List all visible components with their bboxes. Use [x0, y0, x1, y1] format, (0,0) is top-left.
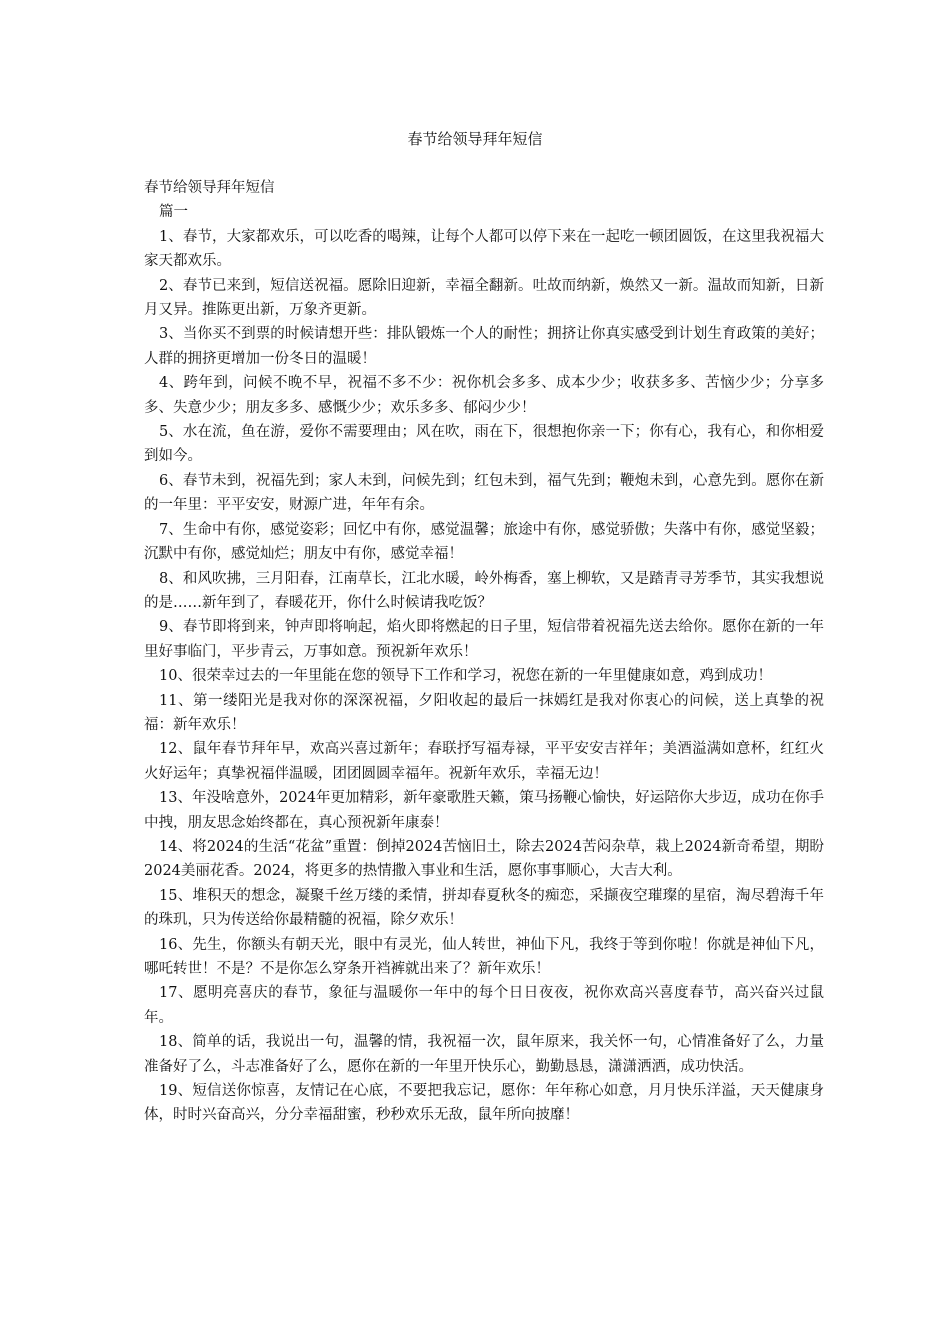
message-item-6: 6、春节未到，祝福先到；家人未到，问候先到；红包未到，福气先到；鞭炮未到，心意先到。愿你在新的一年里：平平安安，财源广进，年年有余。 — [144, 472, 824, 514]
message-item-12: 12、鼠年春节拜年早，欢高兴喜过新年；春联抒写福寿禄，平平安安吉祥年；美酒溢满如意杯，红红火火好运年；真挚祝福伴温暖，团团圆圆幸福年。祝新年欢乐，幸福无边！ — [144, 741, 824, 782]
message-item-4: 4、跨年到，问候不晚不早，祝福不多不少：祝你机会多多、成本少少；收获多多、苦恼少少；分享多多、失意少少；朋友多多、感慨少少；欢乐多多、郁闷少少！ — [144, 375, 824, 416]
message-item-10: 10、很荣幸过去的一年里能在您的领导下工作和学习，祝您在新的一年里健康如意，鸡到成功！ — [159, 668, 772, 685]
message-item-7: 7、生命中有你，感觉姿彩；回忆中有你，感觉温馨；旅途中有你，感觉骄傲；失落中有你，感觉坚毅；沉默中有你，感觉灿烂；朋友中有你，感觉幸福！ — [144, 521, 824, 563]
message-item-1: 1、春节，大家都欢乐，可以吃香的喝辣，让每个人都可以停下来在一起吃一顿团圆饭，在这里我祝福大家天都欢乐。 — [144, 228, 824, 270]
document-title: 春节给领导拜年短信 — [407, 130, 543, 148]
message-item-13: 13、年没啥意外，2024年更加精彩，新年豪歌胜天籁，策马扬鞭心愉快，好运陪你大步迈，成功在你手中拽，朋友思念始终都在，真心预祝新年康泰！ — [144, 790, 824, 831]
message-item-2: 2、春节已来到，短信送祝福。愿除旧迎新，幸福全翻新。吐故而纳新，焕然又一新。温故而知新，日新月又异。推陈更出新，万象齐更新。 — [144, 277, 824, 319]
document-body — [144, 176, 824, 1128]
message-item-11: 11、第一缕阳光是我对你的深深祝福，夕阳收起的最后一抹嫣红是我对你衷心的问候，送上真挚的祝福：新年欢乐！ — [144, 692, 824, 733]
message-item-8: 8、和风吹拂，三月阳春，江南草长，江北水暖，岭外梅香，塞上柳软，又是踏青寻芳季节，其实我想说的是……新年到了，春暖花开，你什么时候请我吃饭？ — [144, 570, 824, 611]
message-item-19: 19、短信送你惊喜，友情记在心底，不要把我忘记，愿你：年年称心如意，月月快乐洋溢，天天健康身体，时时兴奋高兴，分分幸福甜蜜，秒秒欢乐无敌，鼠年所向披靡！ — [144, 1083, 824, 1124]
message-item-9: 9、春节即将到来，钟声即将响起，焰火即将燃起的日子里，短信带着祝福先送去给你。愿你在新的一年里好事临门，平步青云，万事如意。预祝新年欢乐！ — [144, 619, 824, 660]
message-item-15: 15、堆积天的想念，凝聚千丝万缕的柔情，拼却春夏秋冬的痴恋，采撷夜空璀璨的星宿，淘尽碧海千年的珠玑，只为传送给你最精髓的祝福，除夕欢乐！ — [144, 887, 824, 929]
message-item-14: 14、将2024的生活“花盆”重置：倒掉2024苦恼旧土，除去2024苦闷杂草，栽上2024新奇希望，期盼2024美丽花香。2024，将更多的热情撒入事业和生活，愿你事事顺心，大吉大利。 — [144, 838, 824, 880]
message-item-18: 18、简单的话，我说出一句，温馨的情，我祝福一次，鼠年原来，我关怀一句，心情准备好了么，力量准备好了么，斗志准备好了么，愿你在新的一年里开快乐心，勤勤恳恳，潇潇洒洒，成功快活。 — [144, 1034, 824, 1075]
message-item-17: 17、愿明亮喜庆的春节，象征与温暖你一年中的每个日日夜夜，祝你欢高兴喜度春节，高兴奋兴过鼠年。 — [144, 985, 824, 1026]
document-subtitle: 春节给领导拜年短信 — [144, 180, 275, 196]
message-item-5: 5、水在流，鱼在游，爱你不需要理由；风在吹，雨在下，很想抱你亲一下；你有心，我有心，和你相爱到如今。 — [144, 424, 824, 465]
message-list — [144, 225, 824, 1128]
section-heading: 篇一 — [159, 204, 188, 221]
message-item-3: 3、当你买不到票的时候请想开些：排队锻炼一个人的耐性；拥挤让你真实感受到计划生育政策的美好；人群的拥挤更增加一份冬日的温暖！ — [144, 326, 824, 367]
message-item-16: 16、先生，你额头有朝天光，眼中有灵光，仙人转世，神仙下凡，我终于等到你啦！你就是神仙下凡，哪吒转世！不是？不是你怎么穿条开裆裤就出来了？新年欢乐！ — [144, 936, 824, 977]
